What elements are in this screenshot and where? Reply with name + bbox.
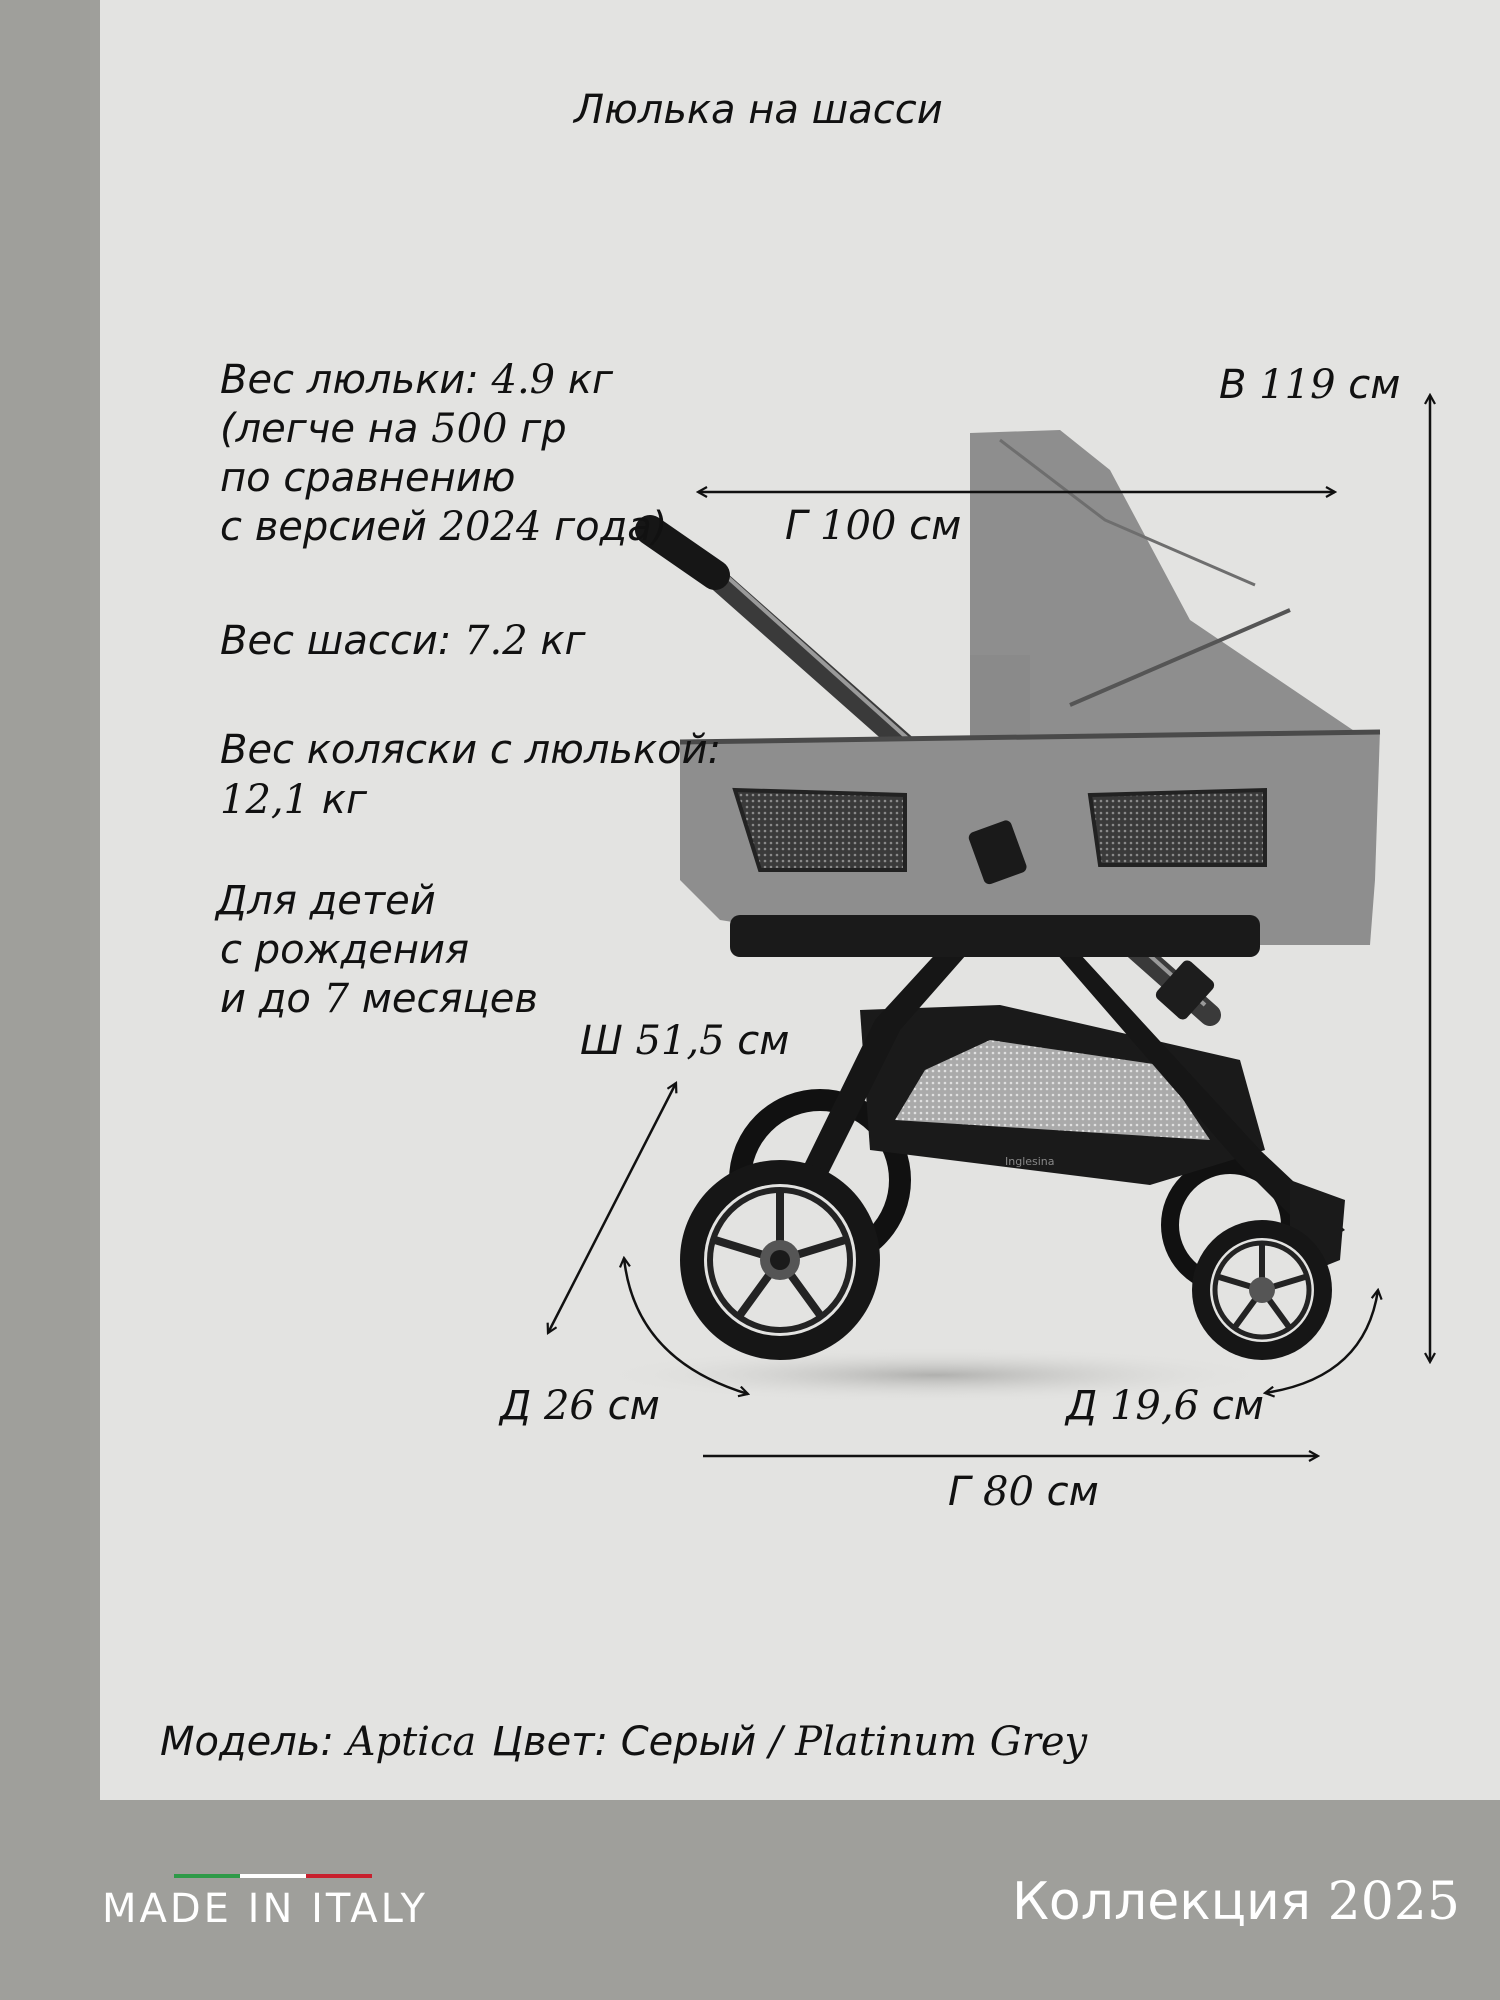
bassinet-base bbox=[730, 915, 1260, 957]
label-height: В 119 см bbox=[1219, 362, 1401, 408]
bassinet-weight: Вес люльки: 4.9 кг bbox=[220, 357, 614, 403]
made-in-italy: MADE IN ITALY bbox=[102, 1886, 428, 1932]
page-title: Люлька на шасси bbox=[574, 87, 943, 133]
arrow-width bbox=[548, 1083, 676, 1333]
collection: Коллекция 2025 bbox=[1012, 1872, 1460, 1932]
bassinet-window-front bbox=[1090, 790, 1265, 865]
label-chassis-depth: Г 80 см bbox=[948, 1469, 1099, 1515]
comparison-line: по сравнению bbox=[220, 455, 516, 501]
total-weight-value: 12,1 кг bbox=[220, 777, 367, 823]
version-line: с версией 2024 года) bbox=[220, 504, 668, 550]
basket-brand: Inglesina bbox=[1005, 1155, 1055, 1168]
model-info: Модель: Aptica bbox=[160, 1719, 477, 1765]
label-bassinet-depth: Г 100 см bbox=[785, 503, 962, 549]
chassis-weight: Вес шасси: 7.2 кг bbox=[220, 618, 586, 664]
total-weight-label: Вес коляски с люлькой: bbox=[220, 727, 722, 773]
bassinet-hood bbox=[970, 430, 1375, 760]
label-rear-wheel: Д 26 см bbox=[500, 1383, 660, 1429]
lighter-note: (легче на 500 гр bbox=[220, 406, 567, 452]
label-front-wheel: Д 19,6 см bbox=[1066, 1383, 1264, 1429]
age-line-3: и до 7 месяцев bbox=[220, 976, 538, 1022]
age-line-2: с рождения bbox=[220, 927, 470, 973]
rear-wheel bbox=[680, 1160, 880, 1360]
color-info: Цвет: Серый / Platinum Grey bbox=[492, 1719, 1088, 1765]
label-width: Ш 51,5 см bbox=[580, 1018, 790, 1064]
front-wheel bbox=[1192, 1220, 1332, 1360]
bassinet-window-rear bbox=[735, 790, 905, 870]
age-line-1: Для детей bbox=[216, 878, 436, 924]
